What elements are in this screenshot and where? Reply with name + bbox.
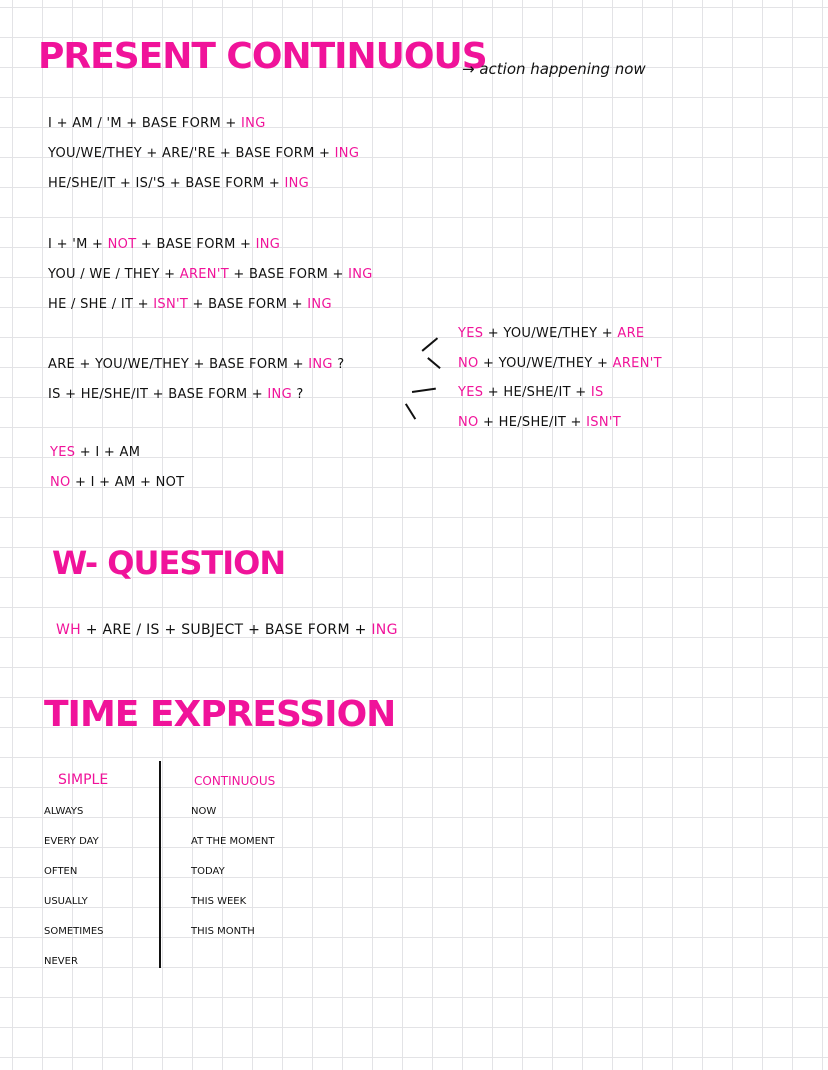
simple-list	[44, 806, 104, 986]
formula-line	[48, 357, 344, 387]
highlighted-text: ING	[255, 237, 281, 252]
formula-text: HE/SHE/IT + IS/'S + BASE FORM +	[48, 176, 285, 191]
short-answer-lines	[458, 326, 662, 444]
negative-block	[48, 237, 373, 327]
simple-item: EVERY DAY	[44, 836, 99, 847]
formula-text: + BASE FORM +	[136, 237, 256, 252]
continuous-item: NOW	[191, 806, 217, 817]
formula-text: YOU/WE/THEY + ARE/'RE + BASE FORM +	[48, 146, 335, 161]
simple-column-title: SIMPLE	[58, 772, 109, 788]
simple-item: OFTEN	[44, 866, 78, 877]
formula-text: + BASE FORM +	[188, 297, 308, 312]
formula-line	[458, 356, 662, 386]
highlighted-text: WH	[56, 622, 81, 638]
formula-line	[48, 267, 373, 297]
formula-line	[48, 146, 359, 176]
formula-text: ?	[291, 387, 304, 402]
highlighted-text: NO	[458, 355, 479, 371]
branch-stroke	[428, 357, 441, 368]
i-answers-block	[50, 445, 184, 505]
continuous-item: THIS MONTH	[191, 926, 255, 937]
formula-text: + BASE FORM +	[228, 267, 349, 282]
highlighted-text: ING	[371, 622, 398, 638]
question-lines	[48, 357, 344, 417]
highlighted-text: NO	[50, 475, 71, 490]
continuous-item: TODAY	[191, 866, 225, 877]
formula-line	[48, 387, 344, 417]
highlighted-text: ING	[334, 146, 360, 161]
wh-question-line	[56, 622, 398, 638]
negative-lines	[48, 237, 373, 327]
wh-question-title: W- QUESTION	[52, 544, 286, 582]
formula-text: + ARE / IS + SUBJECT + BASE FORM +	[80, 622, 372, 638]
time-expression-title: TIME EXPRESSION	[44, 694, 396, 735]
highlighted-text: YES	[458, 385, 484, 400]
highlighted-text: NOT	[107, 237, 137, 252]
formula-text: ARE + YOU/WE/THEY + BASE FORM +	[48, 357, 309, 372]
formula-line	[458, 415, 662, 445]
continuous-item: THIS WEEK	[191, 896, 247, 907]
highlighted-text: NO	[458, 414, 479, 430]
highlighted-text: ISN'T	[586, 414, 621, 430]
formula-text: + YOU/WE/THEY +	[478, 355, 613, 371]
formula-line	[48, 237, 373, 267]
formula-text: + YOU/WE/THEY +	[483, 326, 618, 341]
formula-line	[458, 326, 662, 356]
affirmative-lines	[48, 116, 359, 206]
formula-text: HE / SHE / IT +	[48, 297, 154, 312]
formula-text: + I + AM + NOT	[70, 475, 185, 490]
formula-text: ?	[332, 357, 345, 372]
continuous-column-title: CONTINUOUS	[194, 774, 276, 788]
highlighted-text: ING	[267, 387, 292, 402]
column-divider	[159, 761, 161, 968]
formula-text: + I + AM	[75, 445, 141, 460]
formula-text: IS + HE/SHE/IT + BASE FORM +	[48, 387, 268, 402]
highlighted-text: AREN'T	[612, 355, 662, 371]
formula-text: I + 'M +	[48, 237, 108, 252]
highlighted-text: YES	[458, 326, 484, 341]
highlighted-text: ING	[241, 116, 266, 131]
formula-text: + HE/SHE/IT +	[478, 414, 587, 430]
branch-stroke	[405, 403, 416, 419]
formula-line	[50, 475, 184, 505]
formula-line	[48, 116, 359, 146]
formula-text: I + AM / 'M + BASE FORM +	[48, 116, 242, 131]
subtitle: → action happening now	[462, 60, 646, 78]
highlighted-text: ING	[284, 176, 310, 191]
i-answer-lines	[50, 445, 184, 505]
simple-item: ALWAYS	[44, 806, 84, 817]
formula-line	[48, 176, 359, 206]
highlighted-text: ARE	[617, 326, 645, 341]
questions-block	[48, 357, 344, 417]
highlighted-text: AREN'T	[179, 267, 229, 282]
highlighted-text: IS	[590, 385, 604, 400]
simple-item: USUALLY	[44, 896, 88, 907]
page-title: PRESENT CONTINUOUS	[38, 36, 487, 77]
simple-item: NEVER	[44, 956, 78, 967]
highlighted-text: ING	[307, 297, 332, 312]
highlighted-text: YES	[50, 445, 76, 460]
highlighted-text: ING	[308, 357, 333, 372]
continuous-list	[191, 806, 275, 956]
formula-line	[50, 445, 184, 475]
simple-item: SOMETIMES	[44, 926, 104, 937]
formula-line	[458, 385, 662, 415]
short-answers-block	[458, 326, 662, 444]
branch-stroke	[422, 337, 438, 351]
continuous-item: AT THE MOMENT	[191, 836, 275, 847]
highlighted-text: ISN'T	[153, 297, 189, 312]
formula-line	[48, 297, 373, 327]
affirmative-block	[48, 116, 359, 206]
formula-text: YOU / WE / THEY +	[48, 267, 180, 282]
formula-text: + HE/SHE/IT +	[483, 385, 591, 400]
highlighted-text: ING	[348, 267, 373, 282]
branch-stroke	[412, 388, 436, 393]
